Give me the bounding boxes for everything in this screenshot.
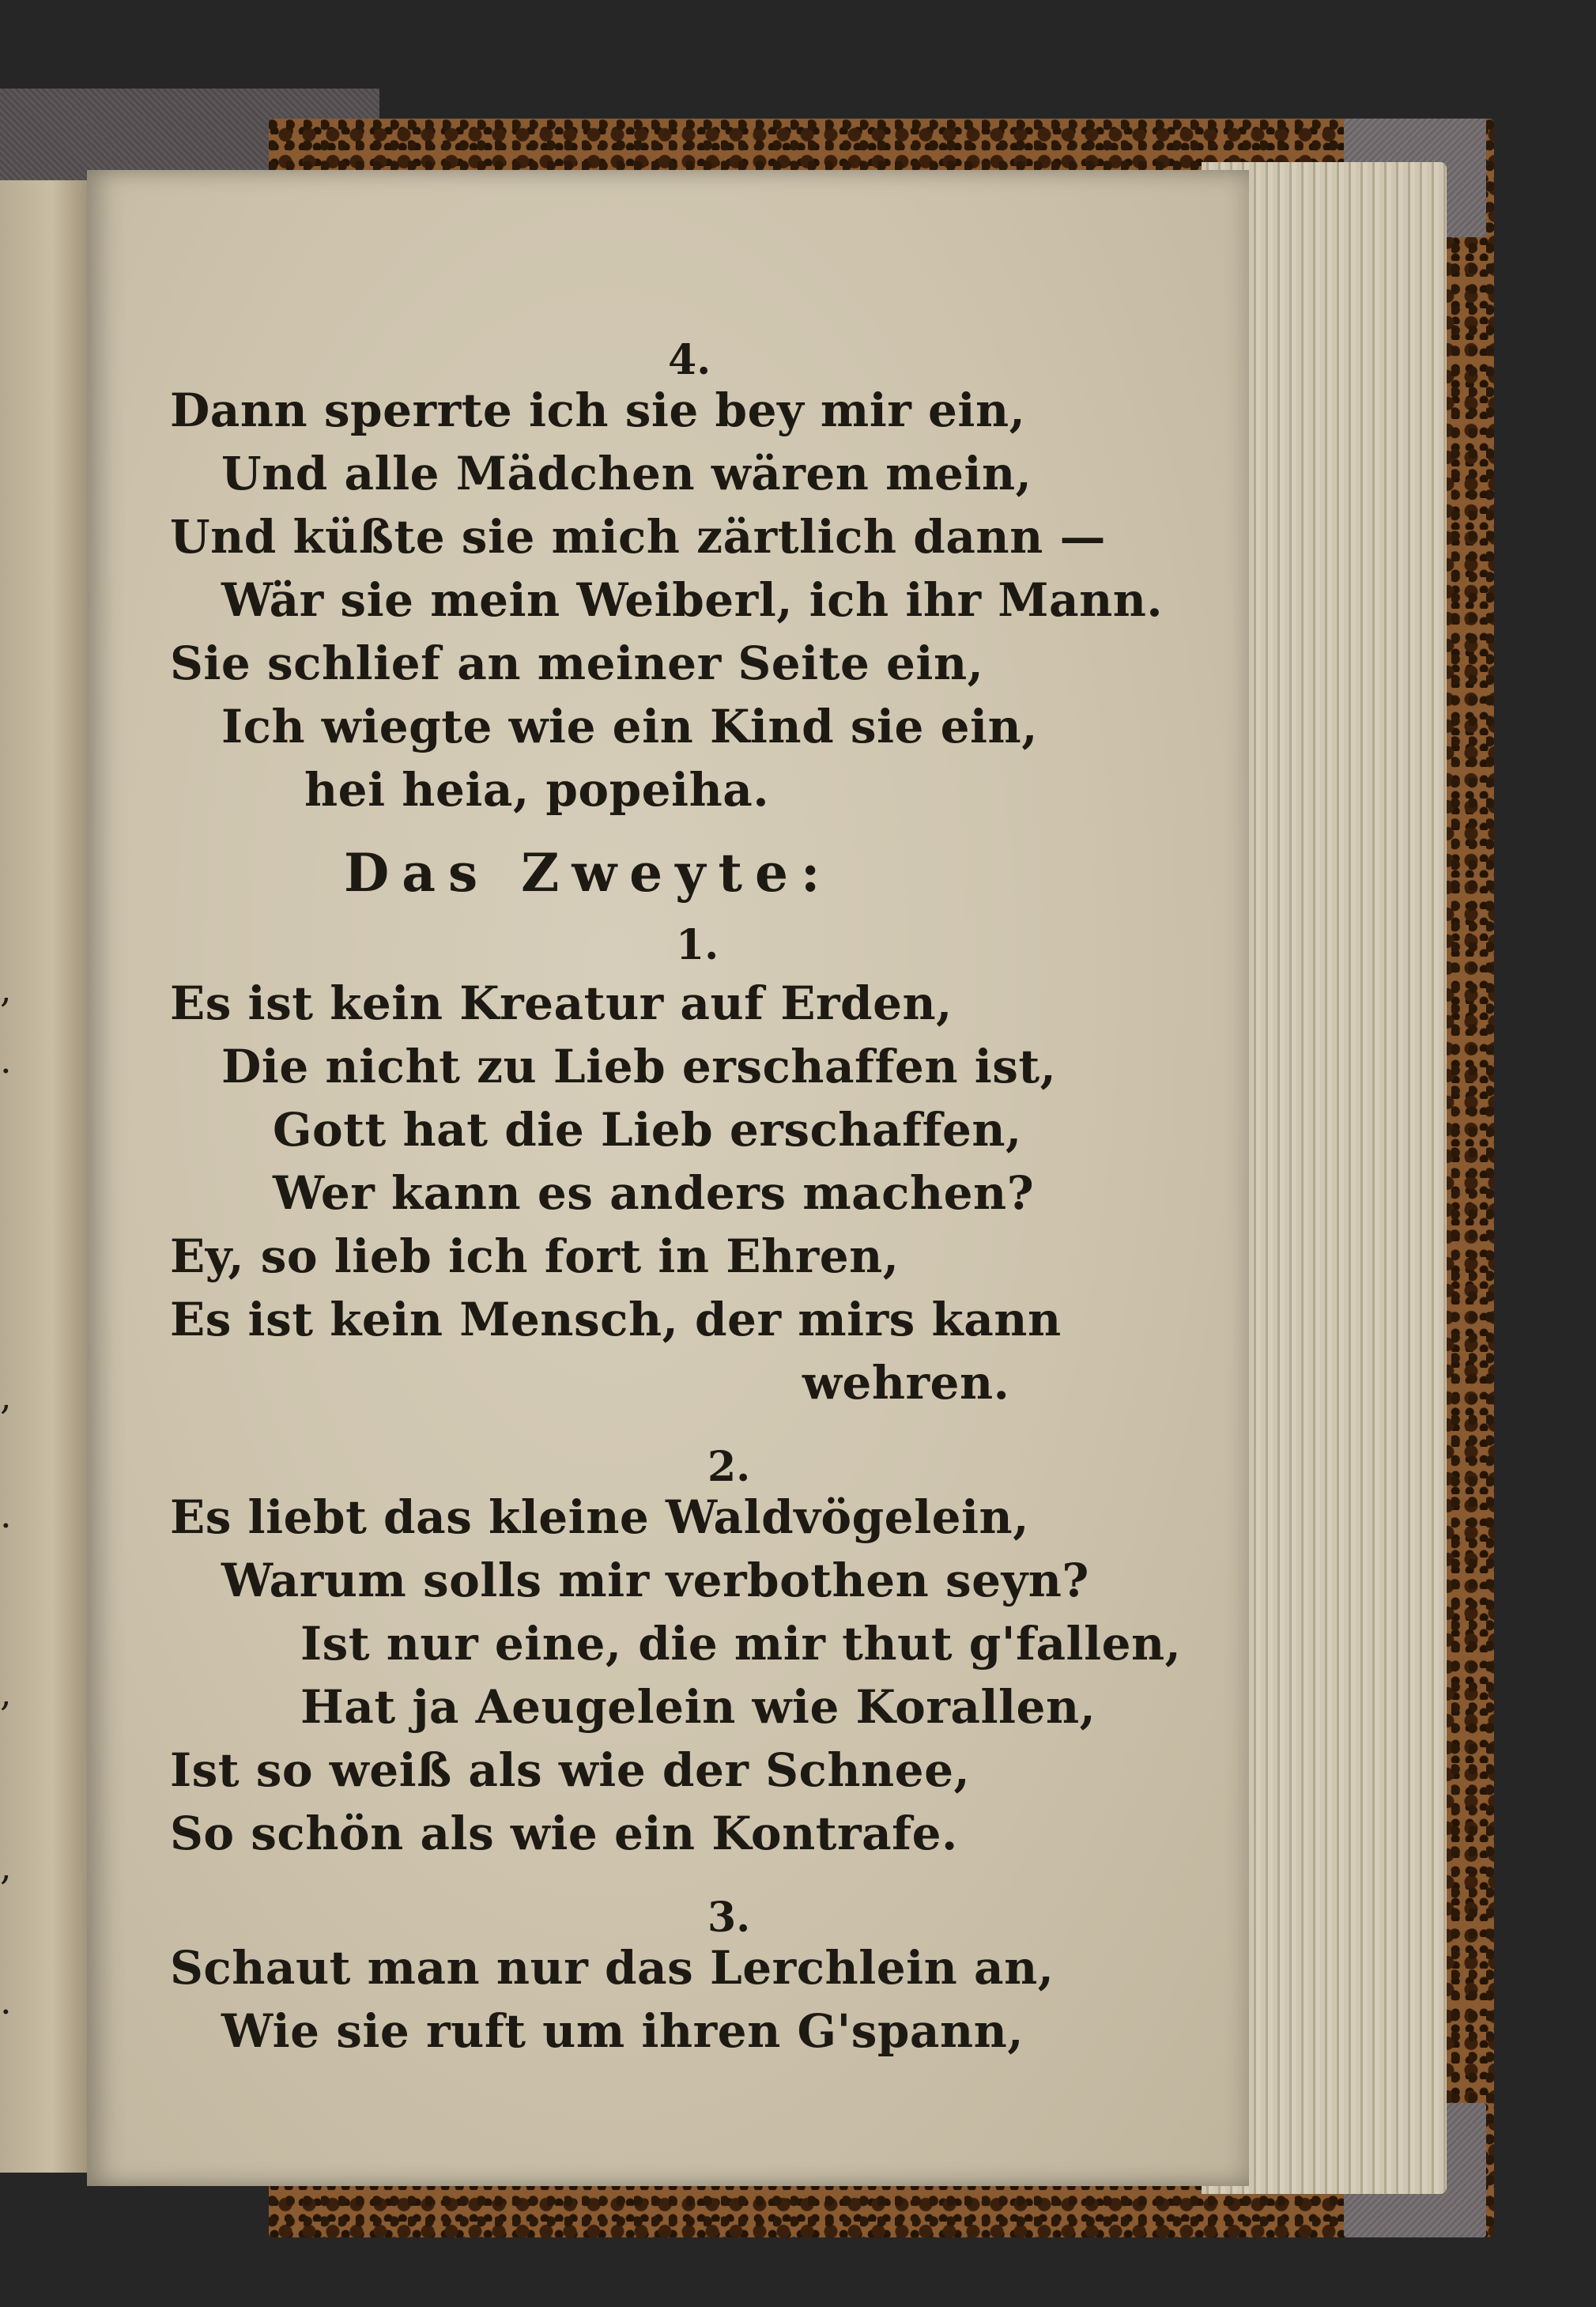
stanza-number: 2. (707, 1443, 751, 1491)
verse-line: Ist so weiß als wie der Schnee, (170, 1743, 971, 1797)
edge-punctuation: . (0, 1493, 12, 1536)
verse-line: Ich wiegte wie ein Kind sie ein, (221, 700, 1038, 753)
verse-line: Ey, so lieb ich fort in Ehren, (170, 1229, 900, 1283)
verse-line: Und alle Mädchen wären mein, (221, 447, 1032, 500)
book-page (87, 170, 1249, 2186)
verse-line: Dann sperrte ich sie bey mir ein, (170, 383, 1026, 437)
verse-line: wehren. (802, 1356, 1010, 1410)
verse-line: Und küßte sie mich zärtlich dann — (170, 510, 1106, 564)
edge-punctuation: , (0, 1671, 12, 1714)
verse-line: Warum solls mir verbothen seyn? (221, 1554, 1089, 1607)
verse-line: Ist nur eine, die mir thut g'fallen, (300, 1617, 1182, 1671)
verse-line: Wär sie mein Weiberl, ich ihr Mann. (221, 573, 1164, 627)
edge-punctuation: , (0, 968, 12, 1010)
left-page-edge (0, 180, 87, 2173)
stanza-number: 4. (668, 336, 711, 384)
verse-line: Hat ja Aeugelein wie Korallen, (300, 1680, 1096, 1734)
verse-line: Gott hat die Lieb erschaffen, (273, 1103, 1022, 1157)
verse-line: Es liebt das kleine Waldvögelein, (170, 1490, 1029, 1544)
edge-punctuation: , (0, 1845, 12, 1888)
verse-line: Sie schlief an meiner Seite ein, (170, 636, 984, 690)
edge-punctuation: . (0, 1039, 12, 1082)
section-heading: Das Zweyte: (344, 842, 833, 904)
verse-line: Es ist kein Kreatur auf Erden, (170, 976, 953, 1030)
verse-line: Wie sie ruft um ihren G'spann, (221, 2004, 1024, 2058)
stanza-number: 3. (707, 1894, 751, 1942)
edge-punctuation: . (0, 1980, 12, 2022)
verse-line: So schön als wie ein Kontrafe. (170, 1807, 958, 1860)
verse-line: Schaut man nur das Lerchlein an, (170, 1941, 1055, 1995)
verse-line: hei heia, popeiha. (304, 763, 770, 817)
verse-line: Es ist kein Mensch, der mirs kann (170, 1293, 1062, 1346)
verse-line: Wer kann es anders machen? (273, 1166, 1035, 1220)
stanza-number: 1. (676, 921, 719, 969)
edge-punctuation: , (0, 1375, 12, 1418)
verse-line: Die nicht zu Lieb erschaffen ist, (221, 1040, 1057, 1093)
